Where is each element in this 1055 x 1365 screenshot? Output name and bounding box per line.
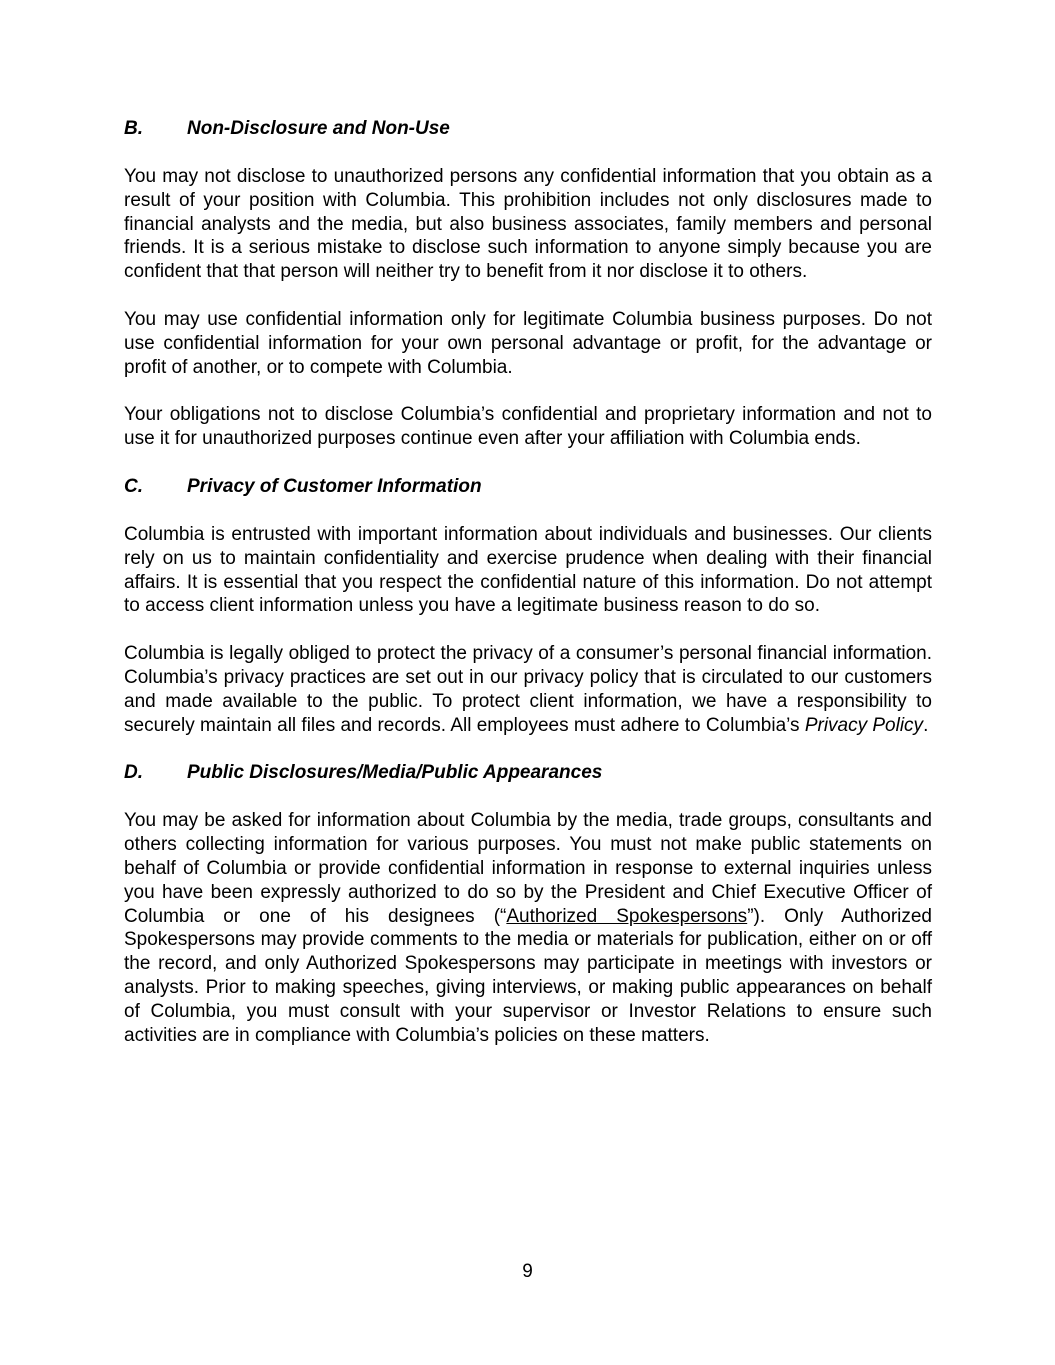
document-page [124,117,932,1071]
section-letter: B. [124,118,143,139]
section-letter: C. [124,475,143,497]
defined-term-authorized-spokespersons: Authorized Spokespersons [506,905,748,927]
media-paragraph-after: ”). Only Authorized Spokespersons may provide comments to the media or materials for publication, either on or off the record, and only Authorized Spokespersons may participate in meetings with investors or analysts. Prior to making speeches, giving interviews, or making public appearances on behalf of Columbia, you must consult with your supervisor or Investor Relations to ensure such activities are in compliance with Columbia’s policies on these matters. [124,905,933,1046]
section-heading-d [124,761,932,785]
page-number: 9 [522,1261,533,1282]
paragraph: Columbia is entrusted with important information about individuals and businesses. Our clients rely on us to maintain confidentiality and exercise prudence when dealing with their financial affairs. It is essential that you respect the confidential nature of this information. Do not attempt to access client information unless you have a legitimate business reason to do so. [124,523,932,617]
section-title: Non-Disclosure and Non-Use [187,118,450,139]
section-title: Privacy of Customer Information [187,475,482,497]
section-heading-b [124,117,932,141]
privacy-policy-title: Privacy Policy [804,714,924,736]
section-heading-c [124,475,932,499]
media-paragraph [124,809,932,1047]
paragraph: You may use confidential information only for legitimate Columbia business purposes. Do not use confidential information for your own personal advantage or profit, for the advantage or profit of another, or to compete with Columbia. [124,308,932,378]
privacy-paragraph-text: Columbia is legally obliged to protect the privacy of a consumer’s personal financial information. Columbia’s privacy practices are set out in our privacy policy that is circulated to our customers and made available to the public. To protect client information, we have a responsibility to securely maintain all files and records. All employees must adhere to Columbia’s [124,643,932,736]
privacy-paragraph [124,642,932,737]
section-title: Public Disclosures/Media/Public Appearances [187,762,603,784]
privacy-paragraph-end: . [923,714,929,736]
section-letter: D. [124,762,143,784]
paragraph: You may not disclose to unauthorized persons any confidential information that you obtain as a result of your position with Columbia. This prohibition includes not only disclosures made to financial analysts and the media, but also business associates, family members and personal friends. It is a serious mistake to disclose such information to anyone simply because you are confident that that person will neither try to benefit from it nor disclose it to others. [124,166,932,283]
paragraph: Your obligations not to disclose Columbia’s confidential and proprietary information and not to use it for unauthorized purposes continue even after your affiliation with Columbia ends. [124,404,932,450]
media-paragraph-before: You may be asked for information about Columbia by the media, trade groups, consultants and others collecting information for various purposes. You must not make public statements on behalf of Columbia or provide confidential information in response to external inquiries unless you have been expressly authorized to do so by the President and Chief Executive Officer of Columbia or one of his designees (“ [124,810,932,927]
